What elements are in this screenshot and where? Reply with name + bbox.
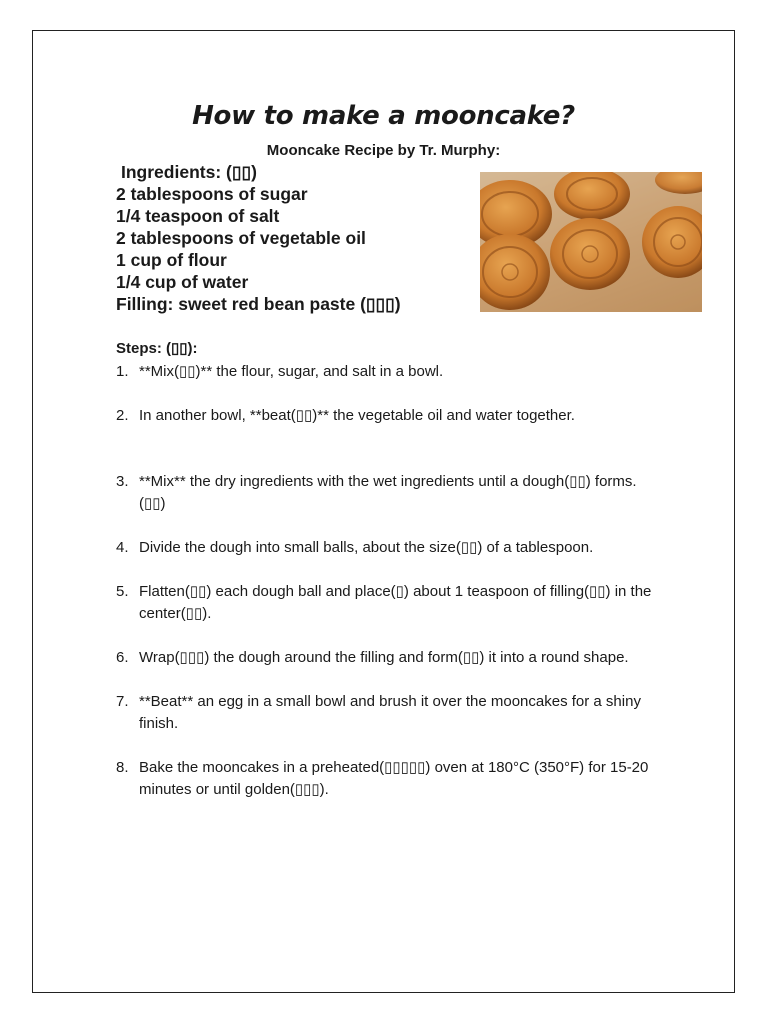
mooncake-photo [480,172,702,312]
step-number: 5. [116,583,129,600]
mooncake-shape [550,218,630,290]
ingredients-section [116,161,476,315]
step-item [116,581,656,625]
step-number: 3. [116,473,129,490]
step-item [116,757,656,801]
step-text: Divide the dough into small balls, about the size(▯▯) of a tablespoon. [139,539,594,556]
steps-heading: Steps: (▯▯): [116,340,198,357]
step-text: Flatten(▯▯) each dough ball and place(▯) about 1 teaspoon of filling(▯▯) in the center(▯▯). [139,583,652,622]
document-page [32,30,735,993]
step-item [116,471,656,515]
step-item [116,647,656,669]
ingredient-item: Filling: sweet red bean paste (▯▯▯) [116,294,401,314]
step-text: Wrap(▯▯▯) the dough around the filling and form(▯▯) it into a round shape. [139,649,629,666]
recipe-subtitle: Mooncake Recipe by Tr. Murphy: [266,142,501,159]
step-text: **Beat** an egg in a small bowl and brush it over the mooncakes for a shiny finish. [139,693,641,732]
ingredient-item: 1/4 teaspoon of salt [116,206,280,226]
step-text: Bake the mooncakes in a preheated(▯▯▯▯▯) oven at 180°C (350°F) for 15-20 minutes or until golden(▯▯▯). [139,759,649,798]
step-item [116,691,656,735]
steps-list [116,361,656,801]
step-number: 7. [116,693,129,710]
step-number: 2. [116,407,129,424]
ingredient-item: 2 tablespoons of sugar [116,184,308,204]
step-text: **Mix** the dry ingredients with the wet ingredients until a dough(▯▯) forms.(▯▯) [139,473,637,512]
step-item [116,405,656,427]
mooncake-illustration [480,172,702,312]
ingredient-item: 2 tablespoons of vegetable oil [116,228,366,248]
ingredients-heading: Ingredients: (▯▯) [121,162,257,182]
page-title: How to make a mooncake? [192,101,575,131]
step-number: 8. [116,759,129,776]
step-number: 4. [116,539,129,556]
step-text: In another bowl, **beat(▯▯)** the vegetable oil and water together. [139,407,575,424]
step-number: 1. [116,363,129,380]
step-item [116,361,656,383]
ingredient-item: 1/4 cup of water [116,272,249,292]
step-text: **Mix(▯▯)** the flour, sugar, and salt in a bowl. [139,363,444,380]
step-number: 6. [116,649,129,666]
step-item [116,537,656,559]
ingredient-item: 1 cup of flour [116,250,227,270]
